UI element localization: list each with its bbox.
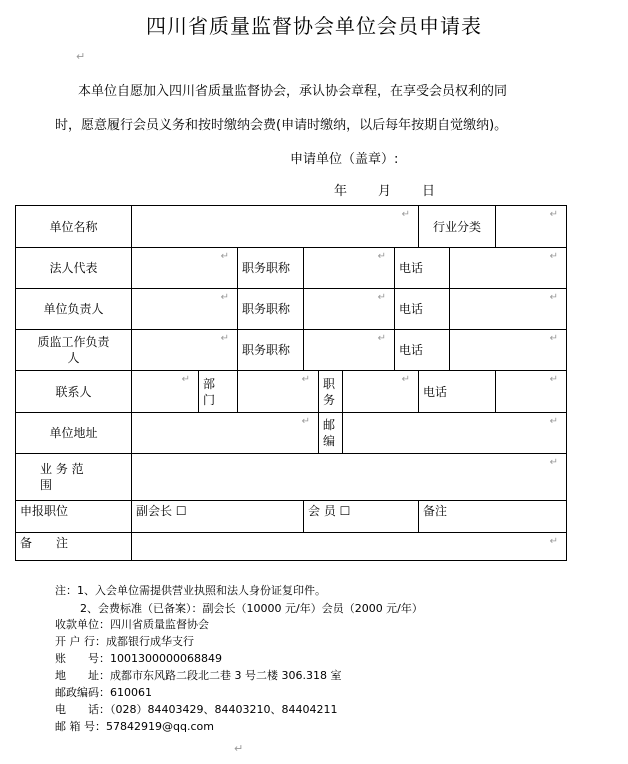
application-form-table: [15, 205, 567, 561]
legal-rep-position-label: 职务职称: [238, 248, 304, 289]
legal-rep-label: 法人代表: [16, 248, 132, 289]
unit-head-phone-field[interactable]: ↵: [450, 289, 567, 330]
intro-line-1: 本单位自愿加入四川省质量监督协会，承认协会章程，在享受会员权利的同: [78, 84, 508, 99]
unit-head-phone-label: 电话: [395, 289, 450, 330]
contact-phone-field[interactable]: ↵: [496, 371, 567, 413]
intro-line-2: 时，愿意履行会员义务和按时缴纳会费(申请时缴纳，以后每年按期自觉缴纳)。: [55, 118, 508, 133]
legal-rep-position-field[interactable]: ↵: [304, 248, 395, 289]
account: 账 号：1001300000068849: [55, 652, 222, 665]
end-paragraph-mark: ↵: [234, 742, 244, 755]
applicant-label: 申请单位（盖章）:: [290, 152, 399, 167]
zip-code: 邮政编码：610061: [55, 686, 152, 699]
paragraph-mark: ↵: [76, 50, 86, 63]
unit-name-field[interactable]: ↵: [132, 206, 419, 248]
member-option[interactable]: 会 员 ☐: [304, 501, 419, 533]
qs-head-position-field[interactable]: ↵: [304, 330, 395, 371]
payee: 收款单位：四川省质量监督协会: [55, 618, 209, 631]
page-title: 四川省质量监督协会单位会员申请表: [146, 14, 482, 38]
unit-head-field[interactable]: ↵: [132, 289, 238, 330]
contact-duty-field[interactable]: ↵: [343, 371, 419, 413]
address-field[interactable]: ↵: [132, 413, 319, 454]
business-scope-label: 业 务 范 围: [16, 454, 132, 501]
qs-head-position-label: 职务职称: [238, 330, 304, 371]
contact-phone-label: 电话: [419, 371, 496, 413]
unit-head-position-field[interactable]: ↵: [304, 289, 395, 330]
date-day: 日: [422, 184, 436, 199]
date-month: 月: [378, 184, 392, 199]
unit-name-label: 单位名称: [16, 206, 132, 248]
postcode-field[interactable]: ↵: [343, 413, 567, 454]
date-year: 年: [334, 184, 348, 199]
remarks-field[interactable]: ↵: [132, 533, 567, 561]
department-field[interactable]: ↵: [238, 371, 319, 413]
qs-head-field[interactable]: ↵: [132, 330, 238, 371]
address-label: 单位地址: [16, 413, 132, 454]
telephone: 电 话：（028）84403429、84403210、84404211: [55, 703, 338, 716]
unit-head-position-label: 职务职称: [238, 289, 304, 330]
contact-label: 联系人: [16, 371, 132, 413]
legal-rep-phone-label: 电话: [395, 248, 450, 289]
vice-president-option[interactable]: 副会长 ☐: [132, 501, 304, 533]
qs-head-label: 质监工作负责人: [16, 330, 132, 371]
legal-rep-field[interactable]: ↵: [132, 248, 238, 289]
contact-duty-label: 职务: [319, 371, 343, 413]
business-scope-field[interactable]: ↵: [132, 454, 567, 501]
unit-head-label: 单位负责人: [16, 289, 132, 330]
bank: 开 户 行：成都银行成华支行: [55, 635, 194, 648]
note-1: 注：1、入会单位需提供营业执照和法人身份证复印件。: [55, 584, 326, 597]
department-label: 部门: [199, 371, 238, 413]
email: 邮 箱 号：57842919@qq.com: [55, 720, 214, 733]
legal-rep-phone-field[interactable]: ↵: [450, 248, 567, 289]
remark-cell-label: 备注: [419, 501, 567, 533]
industry-field[interactable]: ↵: [496, 206, 567, 248]
qs-head-phone-label: 电话: [395, 330, 450, 371]
apply-position-label: 申报职位: [16, 501, 132, 533]
address-info: 地 址：成都市东风路二段北二巷 3 号二楼 306.318 室: [55, 669, 342, 682]
remarks-label: 备 注: [16, 533, 132, 561]
contact-field[interactable]: ↵: [132, 371, 199, 413]
postcode-label: 邮编: [319, 413, 343, 454]
note-2: 2、会费标准（已备案）：副会长（10000 元/年）会员（2000 元/年）: [80, 602, 423, 615]
qs-head-phone-field[interactable]: ↵: [450, 330, 567, 371]
industry-label: 行业分类: [419, 206, 496, 248]
